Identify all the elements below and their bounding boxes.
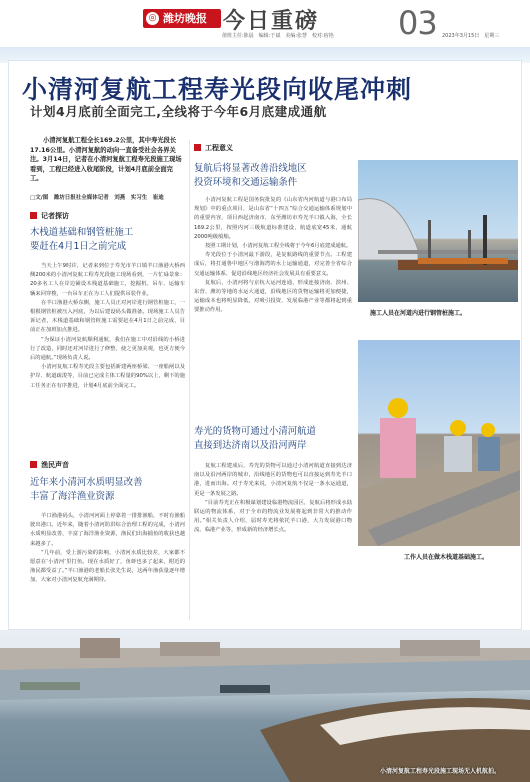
body-paragraph: 复航工程建成后，寿光的货物可以通过小清河航道直接到达济南以及沿河两岸的城市，沿线地区的货物也可以直接运到寿光羊口港，进而出海。对于寿光来说，小清河复航不仅是一条水运通道，更是一条发展之路。 (194, 463, 352, 497)
body-paragraph: 复航后，小清河将与京杭大运河连通，形成连接济南、滨州、东营、潍坊等地的水运大通道，沿线地区的货物运输将更加便捷，运输成本也将明显降低，对吸引投资、发展临港产业等都将起到重要推动作用。 (194, 279, 352, 314)
section-tag-reporter-visit: 记者探访 (30, 211, 69, 221)
article-subtitle: 计划4月底前全面完工,全线将于今年6月底建成通航 (30, 104, 327, 119)
section-body-2 (30, 512, 185, 618)
photo-boardwalk-workers (358, 340, 520, 546)
column-divider (189, 140, 190, 620)
article-lead: 小清河复航工程全长169.2公里，其中寿光段长17.16公里。小清河复航的动向一直备受社会各界关注。3月14日，记者在小清河复航工程寿光段施工现场看到，工程已经进入收尾阶段，计划4月底前全面完工。 (30, 137, 182, 183)
staff-credits: 值班主任:陈晨 编辑:于斌 美编:张慧 校对:宿艳 (222, 33, 334, 39)
logo-mark-icon: ◎ (146, 12, 159, 25)
body-paragraph: 小清河复航工程寿光段主要包括新建两座桥梁、一座船闸以及护岸、航道疏浚等，目前已完成主体工程量的90%以上，剩下的施工任务正在有序推进，计划4月底前全面完工。 (30, 364, 185, 389)
issue-date: 2023年3月15日 星期三 (442, 33, 500, 39)
logo-text: 潍坊晚报 (163, 12, 207, 25)
tag-square-icon (30, 212, 37, 219)
photo-caption-1: 施工人员在河道内进行钢管桩施工。 (370, 310, 467, 317)
photo-aerial-view (0, 630, 530, 782)
section-heading-2: 近年来小清河水质明显改善 丰富了海洋渔业资源 (30, 477, 143, 502)
photo-steel-pile-construction (358, 160, 518, 302)
article-byline: □文/图 潍坊日报社全媒体记者 刘燕 实习生 崔迪 (30, 195, 164, 201)
section-tag-significance: 工程意义 (194, 143, 233, 153)
section-title: 今日重磅 (223, 9, 320, 34)
body-paragraph: 当天上午9时许，记者来到位于寿光市羊口镇羊口渔港大桥西侧200米的小清河复航工程寿光段施工现场看到，一片忙碌景象：20多名工人在岸边铺设木栈道基础施工，挖掘机、吊车、运输车辆来回穿梭，一台吊车正在为工人们提供吊装作业。 (30, 263, 185, 297)
section-body-1 (30, 262, 185, 452)
photo-caption-2: 工作人员在做木栈道基础施工。 (404, 554, 489, 561)
photo-caption-3: 小清河复航工程寿光段施工现场无人机航拍。 (380, 768, 501, 775)
article-title: 小清河复航工程寿光段向收尾冲刺 (22, 75, 413, 104)
tag-square-icon (194, 144, 201, 151)
body-paragraph: 在羊口渔港大桥东侧，施工人员正对河岸进行钢管桩施工，一根根钢管桩被压入河底，为以后建设码头做准备。现场施工人员告诉记者，木栈道基础和钢管桩施工需要赶在4月1日之前完成，目前正在加班加点推进。 (30, 299, 185, 334)
body-paragraph: 寿光段位于小清河最下游段，是复航路线的重要节点。工程建成后，将打通鲁中地区与渤海湾的水上运输通道，对完善全省综合交通运输体系、促进沿线地区经济社会发展具有重要意义。 (194, 252, 352, 277)
body-paragraph: “目前寿光正在积极谋划建设临港物流园区，复航后将形成水陆联运的物流体系，对于全市的物流业发展将起到非常大的推动作用。”相关负责人介绍，届时寿光将依托羊口港，大力发展港口物流、临港产业等，形成新的经济增长点。 (194, 499, 352, 534)
masthead (0, 0, 530, 44)
newspaper-logo (143, 9, 221, 28)
section-body-3 (194, 196, 352, 418)
section-heading-3: 复航后将显著改善沿线地区 投资环境和交通运输条件 (194, 163, 307, 188)
section-body-4 (194, 462, 352, 622)
page-number: 03 (398, 4, 437, 42)
body-paragraph: 按照工期计划，小清河复航工程全线将于今年6月底建成通航。 (205, 243, 352, 250)
body-paragraph: “几年前，受上游污染的影响，小清河水质比较差，大家都不愿意在‘小清河’里打鱼。现在水质好了，鱼虾也多了起来，附近的渔民都受益了。”羊口渔港的老船长张先生说，这两年渔获量逐年增加，大家对小清河复航充满期待。 (30, 549, 185, 584)
body-paragraph: 小清河复航工程是国务院批复的《山东省内河航道与港口布局规划》中的重点项目，是山东省“十四五”综合交通运输体系规划中的重要内容，项目西起济南市，东至潍坊市寿光羊口镇入海，全长169.2公里，按照内河三级航道标准建设，航道底宽45米，通航2000吨级船舶。 (194, 197, 352, 240)
body-paragraph: “为保证小清河复航顺利通航，我们在施工中对沿线的小桥进行了改造，同时还对河岸进行了修整，使之更加美观，也更方便今后的通航。”现场负责人说。 (30, 336, 185, 362)
section-heading-1: 木栈道基础和钢管桩施工 要赶在4月1日之前完成 (30, 227, 134, 252)
tag-square-icon (30, 461, 37, 468)
body-paragraph: 羊口渔港码头，小清河河面上停靠着一排排渔船，不时有渔船驶出港口。近年来，随着小清河防洪综合治理工程的完成，小清河水质明显改善，丰富了海洋渔业资源，渔民们出海捕鱼的收获也越来越多了。 (30, 513, 185, 547)
section-tag-fishermen: 渔民声音 (30, 460, 69, 470)
section-heading-4: 寿光的货物可通过小清河航道 直接到达济南以及沿河两岸 (194, 426, 316, 451)
